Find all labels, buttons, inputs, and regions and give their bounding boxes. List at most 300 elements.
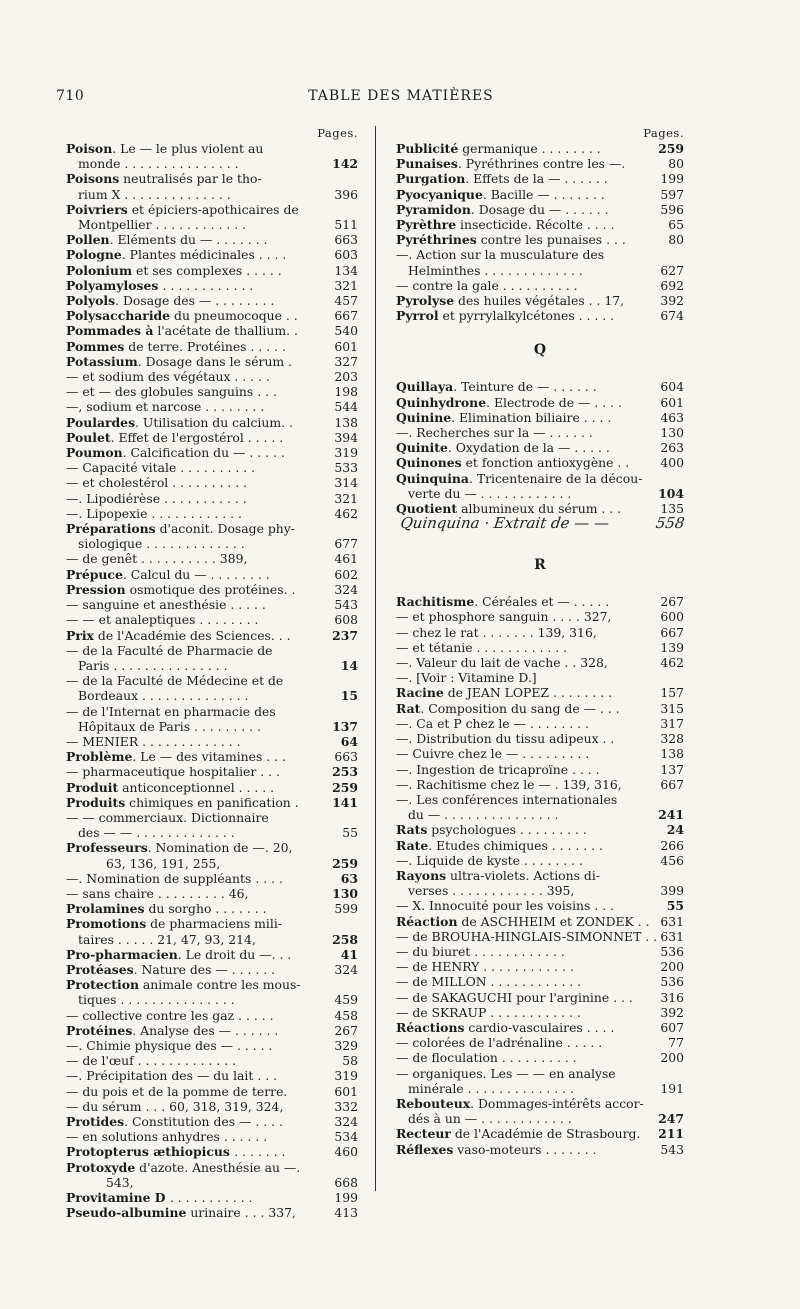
- entry-page-number: 137: [660, 761, 684, 777]
- entry-headword: Polyols: [66, 293, 116, 309]
- entry-text: Produit anticonceptionnel . . . . .: [66, 779, 275, 795]
- entry-headword: Produits: [66, 794, 126, 810]
- entry-text: — chez le rat . . . . . . . 139, 316,: [396, 624, 597, 640]
- index-entry: [66, 1175, 358, 1190]
- entry-text: des — — . . . . . . . . . . . . .: [78, 825, 235, 841]
- entry-text: —, sodium et narcose . . . . . . . .: [66, 399, 265, 415]
- entry-headword: Protection: [66, 977, 139, 993]
- entry-text: — et cholestérol . . . . . . . . . .: [66, 475, 248, 491]
- index-entry: [396, 1111, 684, 1126]
- index-entry: [66, 475, 358, 490]
- entry-text: Poivriers et épiciers-apothicaires de: [66, 201, 299, 217]
- index-entry: [396, 777, 684, 792]
- entry-page-number: 400: [660, 455, 684, 471]
- entry-page-number: 130: [332, 885, 358, 901]
- entry-text: — et — des globules sanguins . . .: [66, 384, 277, 400]
- entry-text: Quillaya. Teinture de — . . . . . .: [396, 379, 597, 395]
- entry-text: Protection animale contre les mous-: [66, 977, 301, 993]
- entry-text: Rat. Composition du sang de — . . .: [396, 700, 620, 716]
- entry-page-number: 259: [332, 779, 358, 795]
- entry-page-number: 392: [660, 293, 684, 309]
- entry-page-number: 463: [660, 409, 684, 425]
- index-entry: [396, 792, 684, 807]
- entry-text: — de SKRAUP . . . . . . . . . . . .: [396, 1004, 581, 1020]
- entry-headword: Pseudo-albumine: [66, 1205, 187, 1221]
- entry-page-number: 459: [334, 992, 358, 1008]
- entry-page-number: 58: [342, 1053, 358, 1069]
- index-entry: [66, 141, 358, 156]
- entry-text: Pommes de terre. Protéines . . . . .: [66, 338, 286, 354]
- index-entry: [66, 445, 358, 460]
- right-column: [396, 126, 684, 1157]
- entry-page-number: 200: [660, 959, 684, 975]
- entry-text: dés à un — . . . . . . . . . . . .: [408, 1111, 572, 1127]
- entry-text: —. Les conférences internationales: [396, 791, 618, 807]
- entry-text: — Capacité vitale . . . . . . . . . .: [66, 460, 256, 476]
- entry-text: — de MILLON . . . . . . . . . . . .: [396, 974, 582, 990]
- index-entry: [66, 1205, 358, 1220]
- entry-text: — et phosphore sanguin . . . . 327,: [396, 609, 612, 625]
- entry-text: Protides. Constitution des — . . . .: [66, 1114, 283, 1129]
- entry-text: — de la Faculté de Médecine et de: [66, 673, 284, 689]
- entry-page-number: 456: [660, 852, 684, 868]
- entry-text: Pologne. Plantes médicinales . . . .: [66, 247, 287, 263]
- entry-text: —. Nomination de suppléants . . . .: [66, 870, 283, 886]
- section-letter-r: R: [534, 557, 546, 574]
- entry-page-number: 396: [334, 186, 358, 202]
- entry-text: Recteur de l'Académie de Strasbourg.: [396, 1126, 641, 1142]
- entry-text: —. Valeur du lait de vache . . 328,: [396, 655, 608, 671]
- index-entry: [396, 1096, 684, 1111]
- entry-headword: Polonium: [66, 262, 133, 278]
- entry-page-number: 457: [334, 293, 358, 309]
- entry-text: — pharmaceutique hospitalier . . .: [66, 764, 280, 780]
- entry-headword: Pyrèthre: [396, 217, 457, 233]
- index-entries-p: [396, 141, 684, 323]
- entry-headword: Pyrolyse: [396, 293, 455, 309]
- entry-page-number: 253: [332, 764, 358, 780]
- entry-headword: Rat: [396, 700, 421, 716]
- index-entry: [396, 853, 684, 868]
- index-entry: [396, 1142, 684, 1157]
- entry-text: Pyréthrines contre les punaises . . .: [396, 232, 626, 248]
- entry-text: Potassium. Dosage dans le sérum .: [66, 353, 293, 369]
- entry-page-number: 138: [334, 414, 358, 430]
- entry-page-number: 692: [660, 277, 684, 293]
- index-entry: [66, 278, 358, 293]
- entry-page-number: 80: [668, 156, 684, 172]
- entry-page-number: 462: [334, 505, 358, 521]
- entry-headword: Pyrrol: [396, 308, 439, 324]
- entry-text: verte du — . . . . . . . . . . . .: [408, 485, 572, 501]
- entry-page-number: 329: [334, 1037, 358, 1053]
- entry-page-number: 600: [660, 609, 684, 625]
- entry-text: Poulardes. Utilisation du calcium. .: [66, 414, 293, 430]
- index-entry: [396, 959, 684, 974]
- entry-text: — contre la gale . . . . . . . . . .: [396, 277, 578, 293]
- entry-text: Pommades à l'acétate de thallium. .: [66, 323, 298, 339]
- index-entry: [396, 141, 684, 156]
- index-entry: [66, 567, 358, 582]
- entry-page-number: 627: [660, 262, 684, 278]
- entry-text: Quinquina. Tricentenaire de la décou-: [396, 470, 643, 486]
- entry-headword: Potassium: [66, 353, 138, 369]
- entry-headword: Racine: [396, 685, 444, 701]
- index-entry: [66, 232, 358, 247]
- entry-text: — collective contre les gaz . . . . .: [66, 1007, 274, 1023]
- entry-page-number: 199: [660, 171, 684, 187]
- entry-page-number: 544: [334, 399, 358, 415]
- index-entry: [396, 1050, 684, 1065]
- entry-headword: Quinones: [396, 455, 462, 471]
- index-entry: [396, 655, 684, 670]
- index-entry: [66, 1008, 358, 1023]
- entry-headword: Pommades à: [66, 323, 154, 339]
- entry-page-number: 41: [340, 946, 358, 962]
- index-entry: [396, 1126, 684, 1141]
- index-entry: [66, 491, 358, 506]
- entry-text: —. [Voir : Vitamine D.]: [396, 670, 537, 686]
- index-entry: [396, 609, 684, 624]
- entry-text: —. Action sur la musculature des: [396, 247, 605, 263]
- entry-page-number: 462: [660, 655, 684, 671]
- entry-text: —. Liquide de kyste . . . . . . . .: [396, 852, 583, 868]
- index-entry: [66, 247, 358, 262]
- entry-headword: Punaises: [396, 156, 458, 172]
- index-entry: [66, 171, 358, 186]
- entry-text: Protéases. Nature des — . . . . . .: [66, 961, 276, 977]
- entry-headword: Protopterus æthiopicus: [66, 1144, 235, 1160]
- index-entry: [396, 974, 684, 989]
- entry-text: — de l'œuf . . . . . . . . . . . . .: [66, 1053, 237, 1069]
- entry-text: Polyamyloses . . . . . . . . . . . .: [66, 277, 254, 293]
- page-header: [56, 88, 746, 110]
- entry-text: tiques . . . . . . . . . . . . . . .: [78, 992, 235, 1008]
- entry-headword: Protéines: [66, 1022, 133, 1038]
- entry-page-number: 259: [332, 855, 358, 871]
- index-entry: [396, 156, 684, 171]
- entry-page-number: 319: [334, 1068, 358, 1084]
- entry-page-number: 80: [668, 232, 684, 248]
- index-entry: [66, 1023, 358, 1038]
- entry-text: — sanguine et anesthésie . . . . .: [66, 597, 266, 613]
- entry-headword: Réflexes: [396, 1141, 454, 1157]
- entry-headword: Provitamine D: [66, 1190, 170, 1206]
- entry-text: Publicité germanique . . . . . . . .: [396, 141, 601, 156]
- entry-headword: Poivriers: [66, 201, 128, 217]
- entry-page-number: 263: [660, 440, 684, 456]
- entry-headword: Quinquina: [396, 470, 469, 486]
- entry-headword: Préparations: [66, 521, 156, 537]
- entry-text: Préparations d'aconit. Dosage phy-: [66, 521, 295, 537]
- entry-page-number: 141: [332, 794, 358, 810]
- entry-text: Protopterus æthiopicus . . . . . . .: [66, 1144, 286, 1160]
- entry-text: — de HENRY . . . . . . . . . . . .: [396, 959, 574, 975]
- entry-text: Quinite. Oxydation de la — . . . . .: [396, 440, 610, 456]
- entry-text: —. Distribution du tissu adipeux . .: [396, 731, 615, 747]
- index-entry: [396, 822, 684, 837]
- entry-text: monde . . . . . . . . . . . . . . .: [78, 156, 239, 172]
- index-entry: [396, 838, 684, 853]
- entry-page-number: 324: [334, 961, 358, 977]
- entry-page-number: 543: [334, 597, 358, 613]
- entry-page-number: 602: [334, 566, 358, 582]
- entry-text: Quinhydrone. Electrode de — . . . .: [396, 394, 622, 410]
- entry-text: — du pois et de la pomme de terre.: [66, 1083, 288, 1099]
- entry-headword: Recteur: [396, 1126, 451, 1142]
- entry-page-number: 198: [334, 384, 358, 400]
- index-entry: [396, 868, 684, 883]
- page-title: TABLE DES MATIÈRES: [308, 88, 494, 104]
- entry-page-number: 399: [660, 883, 684, 899]
- entry-text: Poulet. Effet de l'ergostérol . . . . .: [66, 429, 284, 445]
- index-entry: [66, 1068, 358, 1083]
- index-entry: [396, 247, 684, 262]
- entry-headword: Quinite: [396, 440, 448, 456]
- index-entry: [396, 471, 684, 486]
- index-entry: [396, 308, 684, 323]
- entry-text: minérale . . . . . . . . . . . . . .: [408, 1080, 574, 1096]
- index-entry: [66, 551, 358, 566]
- index-entry: [66, 992, 358, 1007]
- index-entry: [66, 1084, 358, 1099]
- entry-headword: Protoxyde: [66, 1159, 136, 1175]
- entry-headword: Protides: [66, 1114, 125, 1129]
- index-entry: [66, 339, 358, 354]
- index-entry: [396, 278, 684, 293]
- entry-page-number: 157: [660, 685, 684, 701]
- index-entry: [66, 734, 358, 749]
- handwritten-page: 558: [654, 514, 686, 533]
- column-divider: [375, 126, 376, 1191]
- entry-headword: Publicité: [396, 141, 459, 156]
- entry-page-number: 324: [334, 1114, 358, 1129]
- index-entries-left: [66, 141, 358, 1220]
- entry-text: Quinine. Elimination biliaire . . . .: [396, 409, 612, 425]
- entry-page-number: 324: [334, 581, 358, 597]
- index-entry: [66, 1114, 358, 1129]
- index-entry: [396, 990, 684, 1005]
- entry-page-number: 316: [660, 989, 684, 1005]
- entry-text: —. Ca et P chez le — . . . . . . . .: [396, 715, 589, 731]
- index-entry: [66, 947, 358, 962]
- page-number: 710: [56, 88, 85, 104]
- entry-page-number: 328: [660, 731, 684, 747]
- entry-text: Pyocyanique. Bacille — . . . . . . .: [396, 186, 605, 202]
- entry-headword: Rayons: [396, 867, 447, 883]
- entry-text: —. Ingestion de tricaproïne . . . .: [396, 761, 600, 777]
- entry-text: Polyols. Dosage des — . . . . . . . .: [66, 293, 275, 309]
- entry-text: —. Précipitation des — du lait . . .: [66, 1068, 278, 1084]
- entry-headword: Réaction: [396, 913, 458, 929]
- entry-text: Helminthes . . . . . . . . . . . . .: [408, 262, 583, 278]
- entry-text: — et sodium des végétaux . . . . .: [66, 369, 270, 385]
- entry-text: — du sérum . . . 60, 318, 319, 324,: [66, 1098, 284, 1114]
- entry-text: taires . . . . . 21, 47, 93, 214,: [78, 931, 256, 947]
- index-entry: [396, 379, 684, 394]
- index-entry: [66, 1129, 358, 1144]
- index-entry: [396, 640, 684, 655]
- entry-page-number: 317: [660, 715, 684, 731]
- index-entry: [66, 810, 358, 825]
- entry-text: —. Lipodiérèse . . . . . . . . . . .: [66, 490, 247, 506]
- entry-text: Protéines. Analyse des — . . . . . .: [66, 1022, 279, 1038]
- index-entry: [396, 486, 684, 501]
- entry-text: Poumon. Calcification du — . . . . .: [66, 445, 285, 461]
- index-entry: [66, 354, 358, 369]
- entry-text: siologique . . . . . . . . . . . . .: [78, 536, 245, 552]
- entry-text: Pyrolyse des huiles végétales . . 17,: [396, 293, 625, 309]
- entry-text: Poisons neutralisés par le tho-: [66, 171, 262, 187]
- entry-text: — de SAKAGUCHI pour l'arginine . . .: [396, 989, 633, 1005]
- entry-headword: Polysaccharide: [66, 308, 171, 324]
- entry-headword: Pyréthrines: [396, 232, 477, 248]
- entry-page-number: 237: [332, 627, 358, 643]
- entry-headword: Pollen: [66, 232, 110, 248]
- index-entry: [66, 187, 358, 202]
- entry-headword: Quillaya: [396, 379, 454, 395]
- entry-text: Prolamines du sorgho . . . . . . .: [66, 901, 267, 917]
- index-entry: [396, 685, 684, 700]
- entry-text: du — . . . . . . . . . . . . . . .: [408, 807, 559, 823]
- entry-page-number: 667: [334, 308, 358, 324]
- index-entry: [66, 156, 358, 171]
- entry-headword: Quinine: [396, 409, 452, 425]
- entry-text: Bordeaux . . . . . . . . . . . . . .: [78, 688, 249, 704]
- index-entry: [396, 1066, 684, 1081]
- entry-page-number: 314: [334, 475, 358, 491]
- index-entry: [396, 731, 684, 746]
- entry-page-number: 677: [334, 536, 358, 552]
- entry-page-number: 15: [340, 688, 358, 704]
- entry-page-number: 668: [334, 1174, 358, 1190]
- entry-headword: Pyocyanique: [396, 186, 483, 202]
- entry-headword: Purgation: [396, 171, 466, 187]
- index-entry: [66, 415, 358, 430]
- entry-text: Professeurs. Nomination de —. 20,: [66, 840, 293, 856]
- index-entry: [66, 323, 358, 338]
- entry-page-number: 55: [342, 825, 358, 841]
- pages-label: Pages.: [317, 126, 358, 140]
- entry-text: — MENIER . . . . . . . . . . . . .: [66, 733, 241, 749]
- entry-text: — du biuret . . . . . . . . . . . .: [396, 943, 565, 959]
- entry-text: Polysaccharide du pneumocoque . .: [66, 308, 298, 324]
- index-entry: [66, 825, 358, 840]
- index-entries-r: [396, 594, 684, 1157]
- entry-text: Pyrèthre insecticide. Récolte . . . .: [396, 217, 615, 233]
- entry-text: — en solutions anhydres . . . . . .: [66, 1129, 268, 1145]
- index-entry: [396, 944, 684, 959]
- entry-headword: Rate: [396, 837, 429, 853]
- index-entry: [66, 719, 358, 734]
- entry-text: verses . . . . . . . . . . . . 395,: [408, 883, 575, 899]
- entry-headword: Poison: [66, 141, 113, 156]
- entry-text: — et tétanie . . . . . . . . . . . .: [396, 639, 568, 655]
- index-entry: [396, 202, 684, 217]
- entry-text: Rate. Etudes chimiques . . . . . . .: [396, 837, 604, 853]
- entry-text: Pression osmotique des protéines. .: [66, 581, 296, 597]
- index-entry: [66, 1053, 358, 1068]
- index-entry: [66, 916, 358, 931]
- entry-text: — — et analeptiques . . . . . . . .: [66, 612, 259, 628]
- index-entry: [396, 883, 684, 898]
- entry-text: rium X . . . . . . . . . . . . . .: [78, 186, 231, 202]
- index-entry: [66, 521, 358, 536]
- index-entry: [396, 898, 684, 913]
- index-entry: [396, 929, 684, 944]
- entry-page-number: 259: [658, 141, 684, 156]
- entry-headword: Polyamyloses: [66, 277, 163, 293]
- index-entry: [396, 746, 684, 761]
- entry-page-number: 241: [658, 807, 684, 823]
- entry-text: — Cuivre chez le — . . . . . . . . .: [396, 746, 590, 762]
- index-entry: [66, 293, 358, 308]
- entry-page-number: 77: [668, 1035, 684, 1051]
- entry-headword: Poulardes: [66, 414, 136, 430]
- entry-page-number: 663: [334, 749, 358, 765]
- entry-page-number: 200: [660, 1050, 684, 1066]
- entry-page-number: 601: [660, 394, 684, 410]
- entry-page-number: 55: [666, 898, 684, 914]
- entry-page-number: 599: [334, 901, 358, 917]
- index-entry: [396, 455, 684, 470]
- index-entry: [66, 749, 358, 764]
- entry-page-number: 392: [660, 1004, 684, 1020]
- index-entry: [66, 688, 358, 703]
- entry-text: Poison. Le — le plus violent au: [66, 141, 264, 156]
- entry-headword: Promotions: [66, 916, 147, 932]
- entry-text: Rayons ultra-violets. Actions di-: [396, 867, 601, 883]
- index-entry: [66, 977, 358, 992]
- index-entry: [396, 807, 684, 822]
- entry-text: 63, 136, 191, 255,: [106, 855, 221, 871]
- entry-page-number: 458: [334, 1007, 358, 1023]
- entry-text: Réactions cardio-vasculaires . . . .: [396, 1019, 615, 1035]
- entry-headword: Rachitisme: [396, 594, 475, 610]
- entry-text: —. Chimie physique des — . . . . .: [66, 1037, 273, 1053]
- entry-page-number: 332: [334, 1098, 358, 1114]
- entry-page-number: 134: [334, 262, 358, 278]
- entry-text: —. Rachitisme chez le — . 139, 316,: [396, 776, 622, 792]
- index-entry: [66, 764, 358, 779]
- entry-text: 543,: [106, 1174, 134, 1190]
- entry-text: Rats psychologues . . . . . . . . .: [396, 822, 587, 838]
- entry-text: Réflexes vaso-moteurs . . . . . . .: [396, 1141, 597, 1157]
- entry-page-number: 461: [334, 551, 358, 567]
- entry-page-number: 63: [340, 870, 358, 886]
- index-entry: [66, 628, 358, 643]
- entry-page-number: 267: [334, 1022, 358, 1038]
- entry-page-number: 64: [340, 733, 358, 749]
- entry-text: Problème. Le — des vitamines . . .: [66, 749, 286, 765]
- entry-page-number: 24: [666, 822, 684, 838]
- entry-text: — de floculation . . . . . . . . . .: [396, 1050, 577, 1066]
- index-entry: [66, 962, 358, 977]
- entry-page-number: 601: [334, 1083, 358, 1099]
- entry-text: Paris . . . . . . . . . . . . . . .: [78, 657, 228, 673]
- index-entry: [396, 232, 684, 247]
- entry-page-number: 533: [334, 460, 358, 476]
- index-entry: [66, 1144, 358, 1159]
- index-entry: [66, 1099, 358, 1114]
- entry-headword: Prix: [66, 627, 94, 643]
- entry-text: Polonium et ses complexes . . . . .: [66, 262, 282, 278]
- entry-text: Protoxyde d'azote. Anesthésie au —.: [66, 1159, 301, 1175]
- entry-text: Prix de l'Académie des Sciences. . .: [66, 627, 291, 643]
- entry-page-number: 536: [660, 943, 684, 959]
- entry-headword: Pyramidon: [396, 201, 471, 217]
- entry-page-number: 247: [658, 1111, 684, 1127]
